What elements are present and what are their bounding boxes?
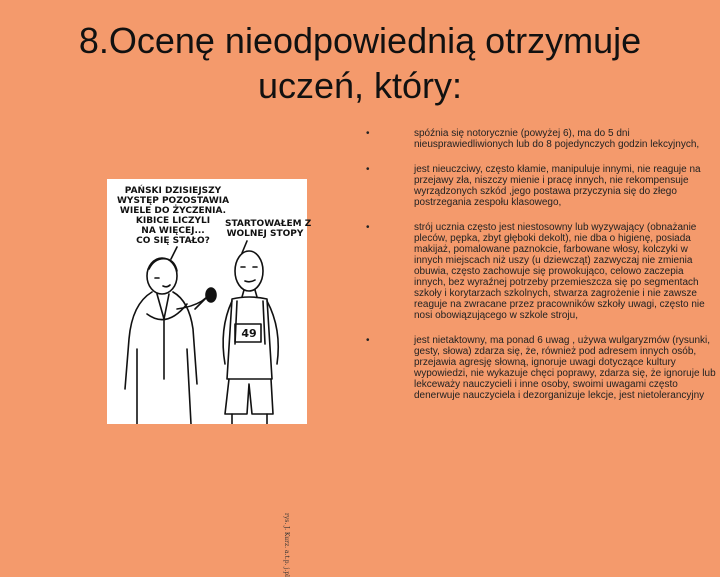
caption-line: STARTOWAŁEM Z xyxy=(225,219,312,229)
bullet-text: jest nietaktowny, ma ponad 6 uwag , używa wulgaryzmów (rysunki, gesty, słowa) zdarza się, że, również pod adresem innych osób, przejawia agresję słowną, ignoruje uwagi dotyczące kultury wypowiedzi, nie wykazuje chęci poprawy, zdarza się, że ignoruje lub lekceważy nauczycieli i inne osoby, swoimi uwagami często denerwuje nauczyciela i dezorganizuje lekcje, jest nietolerancyjny xyxy=(414,335,716,401)
title-line: uczeń, który: xyxy=(257,65,463,106)
bullet-dot: • xyxy=(366,222,370,233)
bullet-dot: • xyxy=(366,128,370,139)
bullet-item xyxy=(366,335,716,401)
caption-line: CO SIĘ STAŁO? xyxy=(136,236,210,246)
cartoon-illustration xyxy=(107,179,312,577)
title-line: 8.Ocenę nieodpowiednią otrzymuje xyxy=(78,20,642,61)
slide-title xyxy=(20,18,700,108)
cartoon-signature: rys. J. Kurz. a.t.p. j.pl xyxy=(283,513,290,577)
caption-line: WOLNEJ STOPY xyxy=(226,229,304,239)
runner-bib-number: 49 xyxy=(241,327,257,340)
cartoon-caption-right xyxy=(225,219,312,239)
cartoon-caption-left xyxy=(117,186,229,246)
bullet-text: strój ucznia często jest niestosowny lub wyzywający (obnażanie pleców, pępka, zbyt głęboki dekolt), nie dba o higienę, posiada makijaż, pomalowane paznokcie, farbowane włosy, kolczyki w innych miejscach niż uszy (u dziewcząt) zazwyczaj nie zmienia obuwia, często zachowuje się prowokująco, celowo zaczepia innych, bez wyraźnej potrzeby przemieszcza się po segmentach szkoły i korytarzach szkolnych, stwarza zagrożenie i nie zawsze reaguje na zwracane przez pracowników szkoły uwagi, często nie nosi obowiązującego w szkole stroju, xyxy=(414,222,705,321)
bullet-text: spóźnia się notorycznie (powyżej 6), ma do 5 dni nieusprawiedliwionych lub do 8 pojedynczych godzin lekcyjnych, xyxy=(414,128,700,150)
caption-line: WYSTĘP POZOSTAWIA xyxy=(117,196,230,206)
bullet-item xyxy=(366,164,716,208)
bullet-dot: • xyxy=(366,335,370,346)
bullet-list xyxy=(366,128,716,415)
caption-line: KIBICE LICZYLI xyxy=(135,216,211,226)
bullet-dot: • xyxy=(366,164,370,175)
caption-line: WIELE DO ŻYCZENIA. xyxy=(119,206,227,216)
bullet-item xyxy=(366,128,716,150)
caption-line: PAŃSKI DZISIEJSZY xyxy=(124,186,222,196)
caption-line: NA WIĘCEJ... xyxy=(141,226,205,236)
bullet-text: jest nieuczciwy, często kłamie, manipuluje innymi, nie reaguje na przejawy zła, niszczy mienie i pracę innych, nie rekompensuje wyrządzonych szkód ,jego postawa przyczynia się do złego postrzegania zespołu klasowego, xyxy=(414,164,701,208)
bullet-item xyxy=(366,222,716,321)
